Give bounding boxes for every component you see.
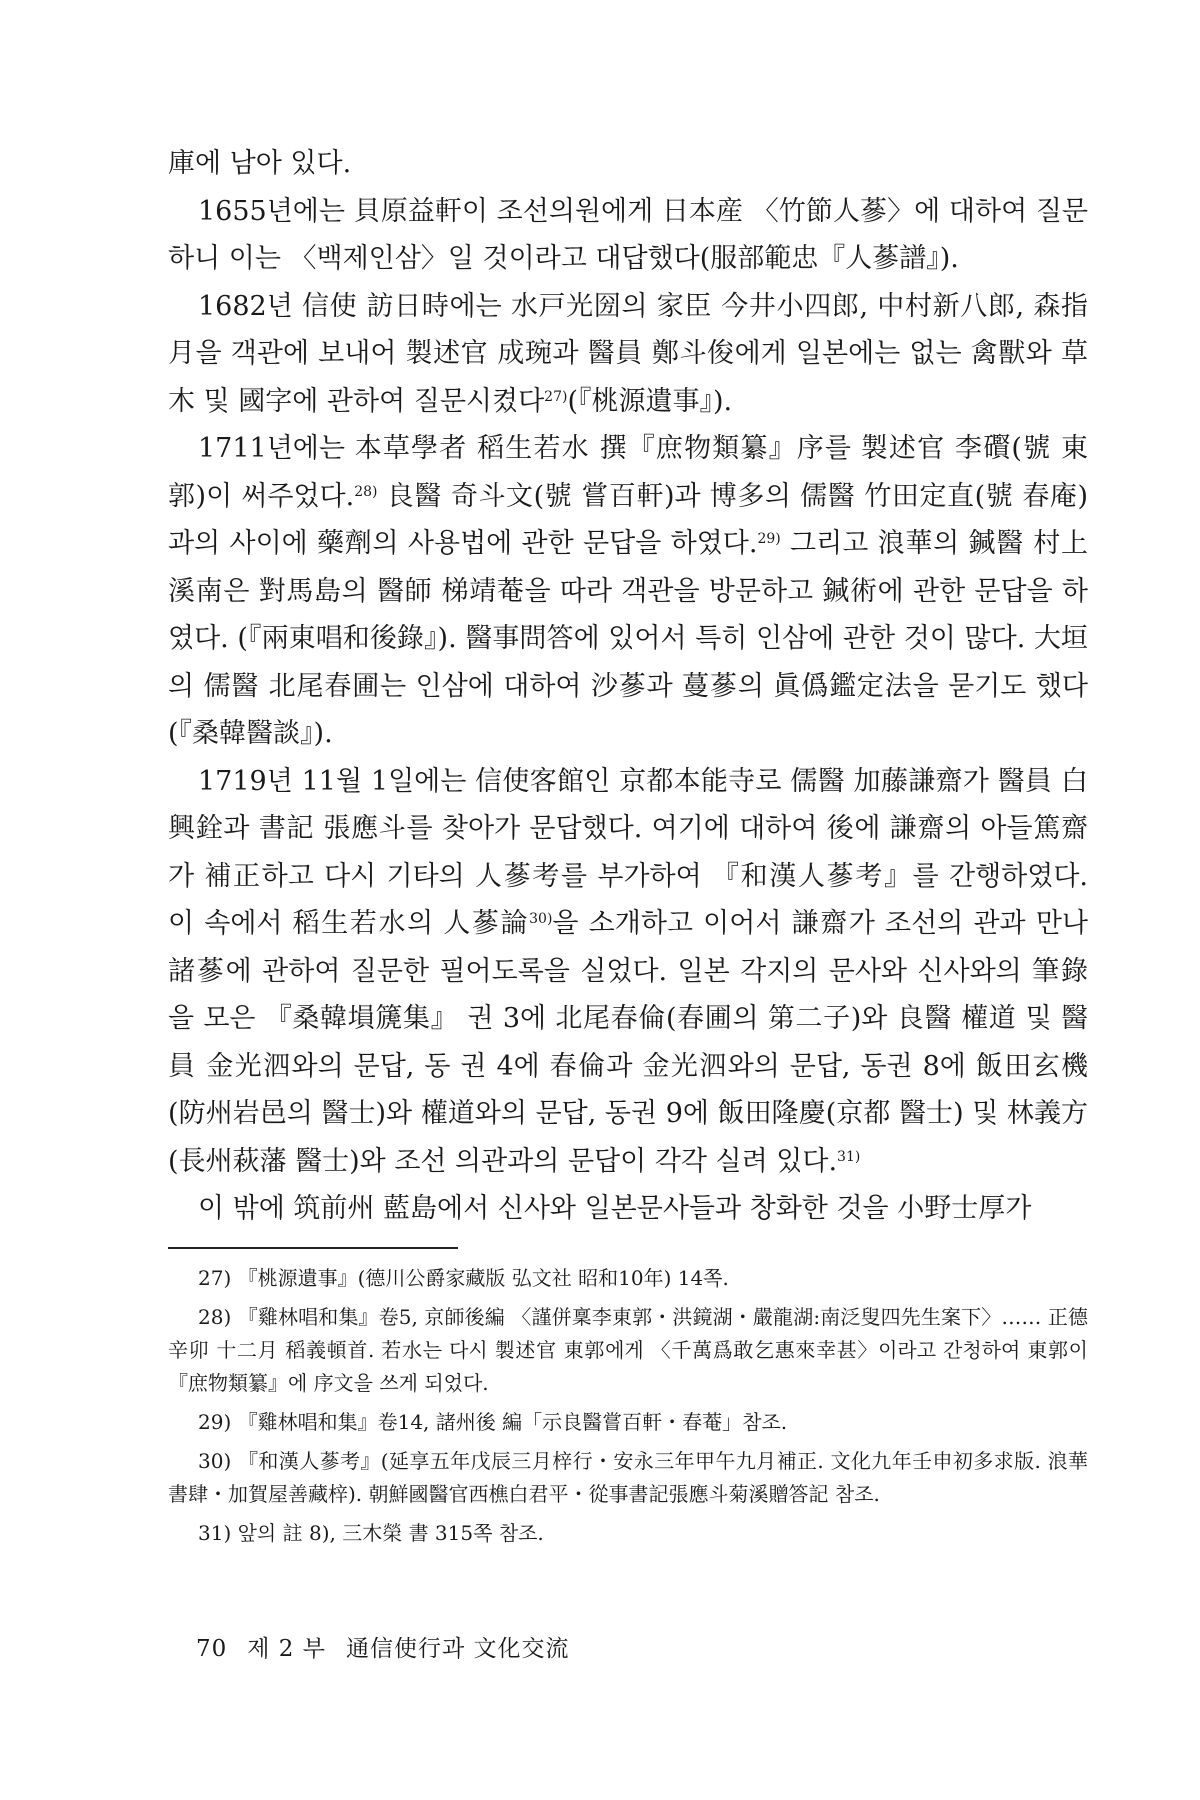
page-number: 70 — [196, 1636, 228, 1662]
footnote-ref-31: 31) — [837, 1148, 861, 1165]
footnote-29: 29) 『雞林唱和集』卷14, 諸州後 編「示良醫嘗百軒・春菴」참조. — [198, 1410, 788, 1434]
footnotes — [168, 1262, 1088, 1556]
body-text — [168, 140, 1088, 1233]
paragraph-4 — [168, 425, 1088, 758]
paragraph-3-source: (『桃源遺事』). — [567, 385, 733, 417]
paragraph-5-text-a: 1719년 11월 1일에는 信使客館인 京都本能寺로 儒醫 加藤謙齋가 醫員 白興銓과 書記 張應斗를 찾아가 문답했다. 여기에 대하여 後에 謙齋의 아들篤齋가 補正하고 다시 기타의 人蔘考를 부가하여 『和漢人蔘考』를 간행하였다. 이 속에서 稻生若水의 人蔘論 — [168, 765, 1088, 939]
footnote-30: 30) 『和漢人蔘考』(延享五年戊辰三月梓行・安永三年甲午九月補正. 文化九年壬申初多求版. 浪華書肆・加賀屋善藏梓). 朝鮮國醫官西樵白君平・從事書記張應斗菊溪贈答記 참조. — [168, 1449, 1088, 1506]
part-title: 通信使行과 文化交流 — [345, 1636, 570, 1662]
paragraph-6: 이 밖에 筑前州 藍島에서 신사와 일본문사들과 창화한 것을 小野士厚가 — [198, 1193, 1032, 1224]
paragraph-4-text-b: 良醫 奇斗文(號 嘗百軒)과 博多의 儒醫 竹田定直(號 春庵)과의 사이에 藥劑의 사용법에 관한 문답을 하였다. — [168, 480, 1088, 559]
paragraph-5-text-b: 을 소개하고 이어서 謙齋가 조선의 관과 만나 諸蔘에 관하여 질문한 필어도록을 실었다. 일본 각지의 문사와 신사와의 筆錄을 모은 『桑韓塤篪集』 권 3에 北尾春倫(春圃의 第二子)와 良醫 權道 및 醫員 金光泗와의 문답, 동 권 4에 春倫과 金光泗와의 문답, 동권 8에 飯田玄機(防州岩邑의 醫士)와 權道와의 문답, 동권 9에 飯田隆慶(京都 醫士) 및 林義方(長州萩藩 醫士)와 조선 의관과의 문답이 각각 실려 있다. — [168, 908, 1088, 1177]
footnote-divider — [168, 1247, 458, 1249]
footnote-31: 31) 앞의 註 8), 三木榮 書 315쪽 참조. — [198, 1521, 544, 1545]
footnote-27: 27) 『桃源遺事』(德川公爵家藏版 弘文社 昭和10年) 14쪽. — [198, 1266, 729, 1290]
footnote-ref-29: 29) — [757, 531, 781, 547]
paragraph-4-text-c: 그리고 浪華의 鍼醫 村上溪南은 對馬島의 醫師 梯靖菴을 따라 객관을 방문하고 鍼術에 관한 문답을 하였다. (『兩東唱和後錄』). 醫事問答에 있어서 특히 인삼에 관한 것이 많다. 大垣의 儒醫 北尾春圃는 인삼에 대하여 沙蔘과 蔓蔘의 眞僞鑑定法을 묻기도 했다(『桑韓醫談』). — [168, 528, 1088, 749]
paragraph-4-text-a: 1711년에는 本草學者 稻生若水 撰『庶物類纂』序를 製述官 李礥(號 東郭)이 써주었다. — [168, 433, 1088, 512]
part-label: 제 2 부 — [247, 1636, 326, 1662]
footnote-ref-28: 28) — [354, 483, 378, 500]
paragraph-2: 1655년에는 貝原益軒이 조선의원에게 日本産 〈竹節人蔘〉에 대하여 질문하니 이는 〈백제인삼〉일 것이라고 대답했다(服部範忠『人蔘譜』). — [168, 195, 1088, 274]
footnote-28: 28) 『雞林唱和集』卷5, 京師後編 〈謹併稟李東郭・洪鏡湖・嚴龍湖:南泛叟四先生案下〉…… 正德 辛卯 十二月 稻義頓首. 若水는 다시 製述官 東郭에게 〈千萬爲敢乞惠來幸甚〉이라고 간청하여 東郭이『庶物類纂』에 序文을 쓰게 되었다. — [168, 1305, 1088, 1395]
footnote-ref-27: 27) — [544, 388, 568, 405]
page-footer — [196, 1630, 590, 1663]
paragraph-3 — [168, 283, 1088, 426]
paragraph-5 — [168, 758, 1088, 1186]
paragraph-1: 庫에 남아 있다. — [168, 148, 352, 179]
footnote-ref-30: 30) — [529, 911, 553, 927]
paragraph-3-text: 1682년 信使 訪日時에는 水戸光圀의 家臣 今井小四郎, 中村新八郎, 森指月을 객관에 보내어 製述官 成琬과 醫員 鄭斗俊에게 일본에는 없는 禽獸와 草木 및 國字에 관하여 질문시켰다 — [168, 290, 1088, 417]
